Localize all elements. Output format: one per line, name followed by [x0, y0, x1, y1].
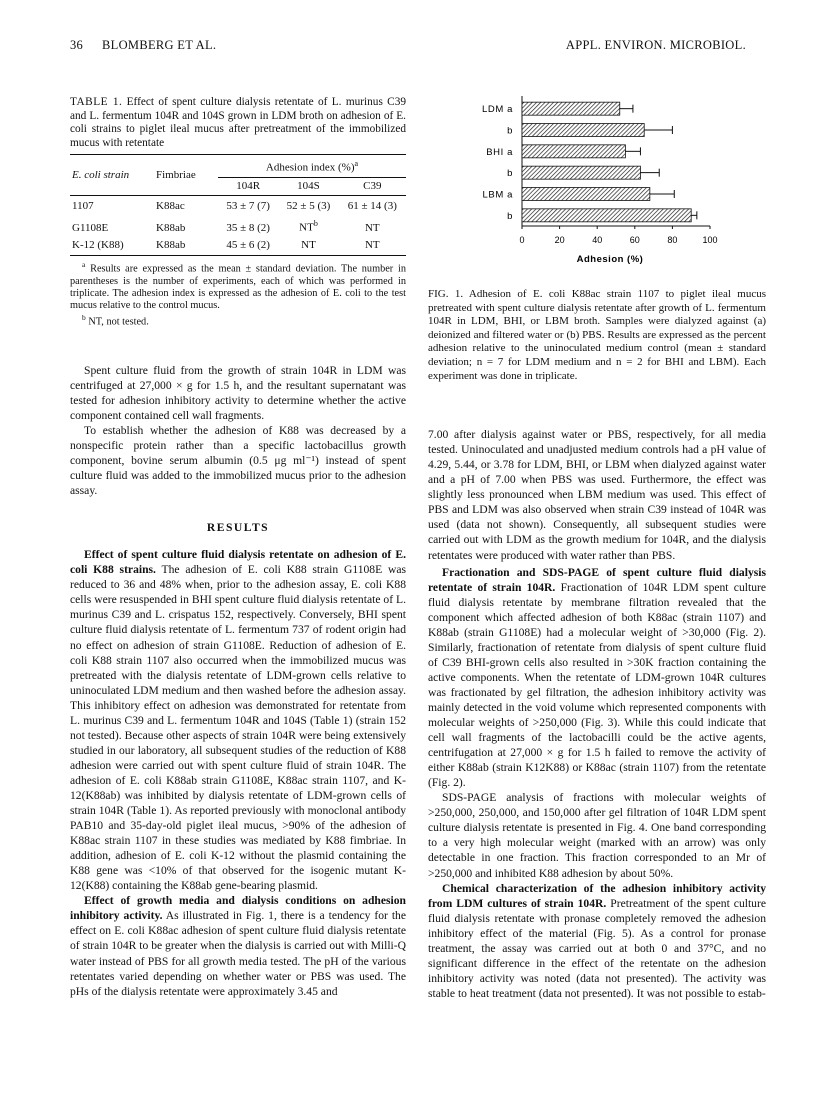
table1-footnote-b: $^b$ NT, not tested. — [82, 313, 149, 328]
category-label: b — [507, 125, 513, 137]
bar — [522, 124, 644, 137]
left-column — [70, 96, 406, 999]
paragraph: Spent culture fluid from the growth of strain 104R in LDM was centrifuged at 27,000 × g for 1.5 h, and the resultant supernatant was tested for adhesion inhibitory activity to determine whether the active component contained cell wall fragments. — [70, 363, 406, 422]
table-row: K-12 (K88) K88ab 45 ± 6 (2) NT NT — [72, 238, 380, 251]
bar — [522, 145, 625, 158]
table-row: G1108E K88ab 35 ± 8 (2) $NT^b$ NT — [72, 219, 380, 234]
x-axis-label: Adhesion (%) — [576, 254, 644, 265]
x-tick-label: 100 — [702, 235, 718, 245]
right-column — [428, 288, 766, 1001]
section-heading: RESULTS — [206, 521, 270, 535]
paragraph: 7.00 after dialysis against water or PBS, respectively, for all media tested. Uninoculated and unadjusted medium controls had a pH value of 4.29, 5.44, or 3.78 for LDM, BHI, or LBM when dialyzed against water and a pH of 7.00 when PBS was used. Furthermore, the effect was slightly less pronounced when LBM medium was used. This effect of PBS and LDM was also observed when strain C39 instead of 104R was used (data not shown). Consequently, all subsequent studies were carried out with LDM as the growth medium for 104R, and the dialysis retentates were produced with water rather than PBS. — [428, 428, 766, 562]
category-label: LBM a — [482, 189, 513, 201]
category-label: b — [507, 168, 513, 180]
table1-subcol: C39 — [363, 180, 382, 193]
table1-col-group: Adhesion index (%)$^a$ — [218, 155, 406, 177]
paragraph: To establish whether the adhesion of K88 was decreased by a nonspecific protein rather than a specific lactobacillus growth component, bovine serum albumin (0.5 μg ml⁻¹) instead of spent culture fluid was added to the immobilized mucus prior to the adhesion assay. — [70, 423, 406, 498]
category-label: BHI a — [486, 146, 513, 158]
x-tick-label: 20 — [554, 235, 565, 245]
paragraph: Effect of growth media and dialysis conditions on adhesion inhibitory activity. As illustrated in Fig. 1, there is a tendency for the effect on E. coli K88ac adhesion of spent culture fluid dialysis retentate of strain 104R to be greater when the dialysis is carried out with Milli-Q water instead of PBS for all growth media tested. The pH of the various retentates varied depending on whether water or PBS was used. The pHs of the dialysis retentate were approximately 3.45 and — [70, 894, 406, 998]
table1-col-strain: E. coli strain — [72, 168, 130, 181]
table1-footnote-a: $^a$ Results are expressed as the mean ± standard deviation. The number in parentheses is the number of experiments, each of which was performed in triplicate. The adhesion index is expressed as the adhesion of E. coli to the test mucus relative to the control mucus. — [70, 259, 406, 311]
paragraph: Fractionation and SDS-PAGE of spent culture fluid dialysis retentate of strain 104R. Fractionation of 104R LDM spent culture fluid dialysis retentate by membrane filtration revealed that the component which affected adhesion of both K88ac (strain 1107) and K88ab (strain G1108E) had a molecular weight of >30,000 (Fig. 2). Similarly, fractionation of retentate from dialysis of spent culture fluid of C39 BHI-grown cells also resulted in >30K fraction containing the active components. When the retentate of LDM-grown 104R cultures was fractionated by gel filtration, the adhesion inhibitory activity was mainly detected in the void volume which represented components with molecular weights of >250,000 (Fig. 3). While this could indicate that cell wall fragments of the lactobacilli could be the active agents, centrifugation at 27,000 × g for 1.5 h failed to remove the activity of either K88ab (strain K12K88) or K88ac (strain 1107) from the retentate (Fig. 2). — [428, 565, 766, 790]
x-tick-label: 80 — [667, 235, 678, 245]
bar — [522, 102, 620, 115]
paragraph: SDS-PAGE analysis of fractions with molecular weights of >250,000, 250,000, and 150,000 after gel filtration of 104R LDM spent culture dialysis retentate is presented in Fig. 4. One band corresponding to a very high molecular weight (marked with an arrow) was only detectable in one fraction. This fraction corresponded to an Mr of >250,000 and inhibited K88 adhesion by about 50%. — [428, 791, 766, 880]
x-tick-label: 60 — [629, 235, 640, 245]
table1-caption: TABLE 1. Effect of spent culture dialysis retentate of L. murinus C39 and L. fermentum 104R and 104S grown in LDM broth on adhesion of E. coli strains to piglet ileal mucus after pretreatment of the immobilized mucus with retentate — [70, 96, 407, 149]
bar — [522, 209, 691, 222]
table-row: 1107 K88ac 53 ± 7 (7) 52 ± 5 (3) 61 ± 14 (3) — [70, 196, 406, 216]
table1-col-fimbriae: Fimbriae — [156, 168, 196, 181]
x-tick-label: 0 — [519, 235, 525, 245]
paragraph: Effect of spent culture fluid dialysis retentate on adhesion of E. coli K88 strains. The adhesion of E. coli K88 strain G1108E was reduced to 36 and 48% when, prior to the adhesion assay, E. coli K88 cells were resuspended in BHI spent culture fluid dialysis retentate of L. murinus C39 and L. crispatus 152, respectively. Conversely, BHI spent culture fluid dialysis retentate of L. fermentum 737 of rodent origin had no effect on adhesion of strain G1108E. Reduction of adhesion of E. coli K88 strain 1107 also occurred when the immobilized mucus was pretreated with the dialysis retentate of LDM-grown cells relative to uninoculated LDM medium and then washed before the adhesion assay. This inhibitory effect on adhesion was demonstrated for retentate from L. murinus C39 and L. fermentum 104R and 104S (Table 1) (strain 152 not tested). Because other aspects of strain 104R were being extensively studied in our laboratory, all subsequent studies of the reduction of K88 adhesion were carried out with spent culture fluid of strain 104R. The adhesion of E. coli K88ab strain G1108E, K88ac strain 1107, and K-12(K88ab) was inhibited by dialysis retentate of LDM-grown cells of strain 104R (Table 1). As reported previously with monoclonal antibody PAB10 and 35-day-old piglet ileal mucus, >90% of the adhesion of K88ac strain 1107 in these studies was mediated by K88 fimbriae. In addition, adhesion of E. coli K-12 without the plasmid containing the K88 gene was <10% of that observed for the isogenic mutant K-12(K88) containing the K88ab gene-bearing plasmid. — [70, 548, 406, 893]
bar — [522, 166, 640, 179]
category-label: b — [507, 210, 513, 222]
x-tick-label: 40 — [592, 235, 603, 245]
table1-subcol: 104R — [236, 180, 261, 193]
category-label: LDM a — [482, 104, 513, 116]
table1 — [70, 154, 406, 256]
figure1-chart — [470, 92, 750, 270]
running-header — [70, 38, 746, 56]
paragraph: Chemical characterization of the adhesion inhibitory activity from LDM cultures of strain 104R. Pretreatment of the spent culture fluid dialysis retentate with pronase completely removed the adhesion inhibitory effect of the material (Fig. 5). As a control for pronase treatment, the assay was carried out at both 0 and 37°C, and no significant difference in the effect of the retentate on the adhesion inhibitory activity was noted (data not presented). The activity was stable to heat treatment (data not presented). It was not possible to estab- — [428, 881, 766, 1000]
bar — [522, 188, 650, 201]
figure1-caption: FIG. 1. Adhesion of E. coli K88ac strain 1107 to piglet ileal mucus pretreated with spent culture dialysis retentate after growth of L. fermentum 104R in LDM, BHI, or LBM broth. Samples were dialyzed against (a) deionized and filtered water or (b) PBS. Results are expressed as the percent adhesion relative to the uninoculated medium control (mean ± standard deviation; n = 7 for LDM medium and n = 2 for BHI and LBM). Each experiment was done in triplicate. — [428, 288, 766, 382]
table1-subcol: 104S — [297, 180, 320, 193]
running-authors: BLOMBERG ET AL. — [102, 38, 217, 52]
journal-name: APPL. ENVIRON. MICROBIOL. — [565, 38, 746, 52]
page-number: 36 — [70, 38, 84, 52]
figure1-svg — [470, 92, 750, 270]
